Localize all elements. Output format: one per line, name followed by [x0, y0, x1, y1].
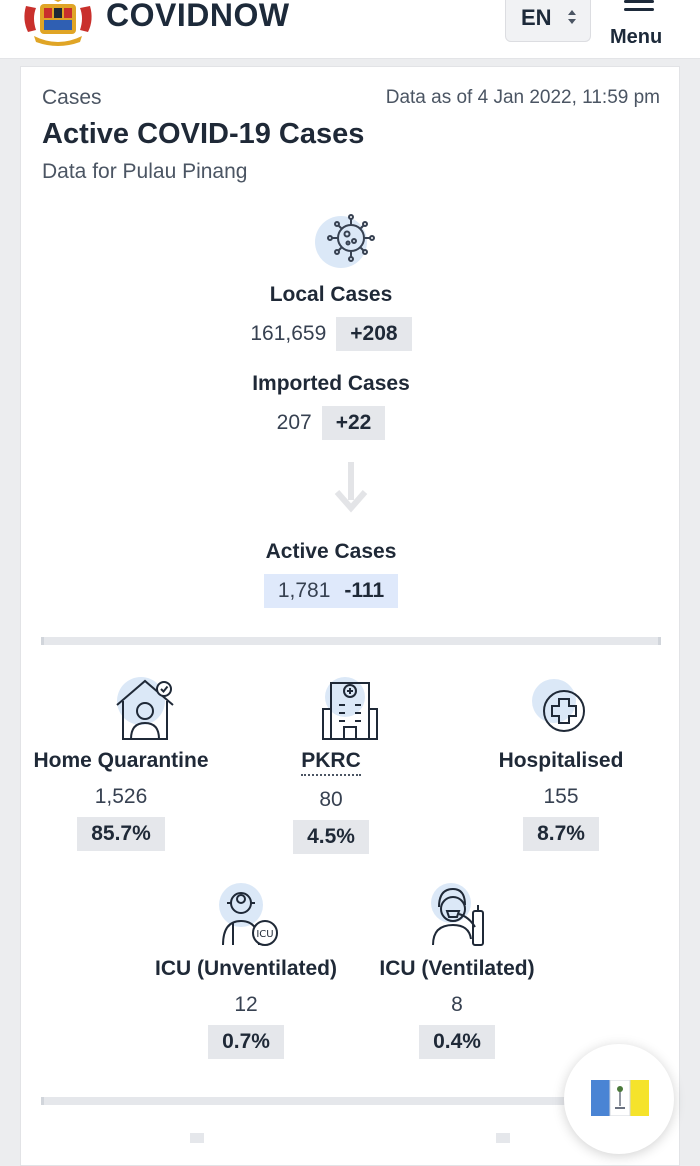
active-cases-highlight	[264, 574, 398, 608]
active-cases-block	[21, 540, 641, 608]
pkrc-value: 80	[319, 788, 343, 811]
svg-text:ICU: ICU	[256, 929, 274, 940]
icu-unventilated-stat	[141, 957, 351, 1059]
arrow-down-icon	[333, 462, 369, 519]
hospital-building-icon	[317, 675, 389, 748]
imported-cases-value: 207	[276, 411, 312, 434]
icu-ventilated-percent: 0.4%	[419, 1025, 495, 1059]
hospitalised-label: Hospitalised	[498, 749, 624, 772]
state-selector-button[interactable]	[564, 1044, 674, 1154]
up-down-caret-icon	[567, 9, 577, 25]
penang-flag-icon	[591, 1080, 649, 1116]
local-cases-value: 161,659	[250, 322, 327, 345]
hospitalised-stat	[461, 749, 661, 851]
page-title: Active COVID-19 Cases	[42, 118, 365, 150]
pkrc-label[interactable]: PKRC	[301, 749, 361, 776]
local-cases-label: Local Cases	[269, 283, 393, 306]
page-subtitle: Data for Pulau Pinang	[42, 160, 248, 183]
icu-unventilated-percent: 0.7%	[208, 1025, 284, 1059]
imported-cases-block	[21, 372, 641, 440]
medical-cross-icon	[526, 675, 598, 748]
ventilator-patient-icon	[423, 883, 495, 952]
local-cases-delta: +208	[336, 317, 411, 351]
local-cases-block	[21, 283, 641, 351]
home-quarantine-label: Home Quarantine	[33, 749, 209, 772]
section-tag: Cases	[42, 86, 102, 109]
home-quarantine-stat	[21, 749, 221, 851]
active-cases-label: Active Cases	[265, 540, 397, 563]
hospitalised-value: 155	[543, 785, 579, 808]
imported-cases-delta: +22	[322, 406, 386, 440]
hospitalised-percent: 8.7%	[523, 817, 599, 851]
next-section-stub	[496, 1133, 510, 1143]
icu-unventilated-value: 12	[234, 993, 258, 1016]
imported-cases-label: Imported Cases	[252, 372, 410, 395]
language-label: EN	[521, 5, 552, 30]
icu-ventilated-stat	[359, 957, 555, 1059]
section-divider	[41, 637, 661, 645]
data-timestamp: Data as of 4 Jan 2022, 11:59 pm	[385, 87, 660, 108]
icu-ventilated-label: ICU (Ventilated)	[379, 957, 535, 980]
icu-ventilated-value: 8	[451, 993, 463, 1016]
language-select[interactable]	[505, 0, 591, 42]
brand-name[interactable]: COVIDNOW	[106, 0, 290, 33]
next-section-stub	[190, 1133, 204, 1143]
home-quarantine-icon	[109, 675, 181, 748]
home-quarantine-percent: 85.7%	[77, 817, 165, 851]
active-cases-value: 1,781	[277, 579, 331, 602]
coat-of-arms-logo[interactable]	[20, 0, 96, 46]
menu-label: Menu	[610, 26, 663, 48]
active-cases-card	[20, 66, 680, 1166]
icu-unventilated-label: ICU (Unventilated)	[154, 957, 337, 980]
hamburger-icon	[624, 0, 654, 18]
active-cases-delta: -111	[344, 579, 385, 602]
icu-doctor-icon	[211, 883, 283, 952]
pkrc-stat	[251, 749, 411, 854]
menu-button[interactable]	[604, 0, 674, 56]
pkrc-percent: 4.5%	[293, 820, 369, 854]
top-bar	[0, 0, 700, 59]
home-quarantine-value: 1,526	[94, 785, 148, 808]
virus-icon	[306, 207, 376, 282]
